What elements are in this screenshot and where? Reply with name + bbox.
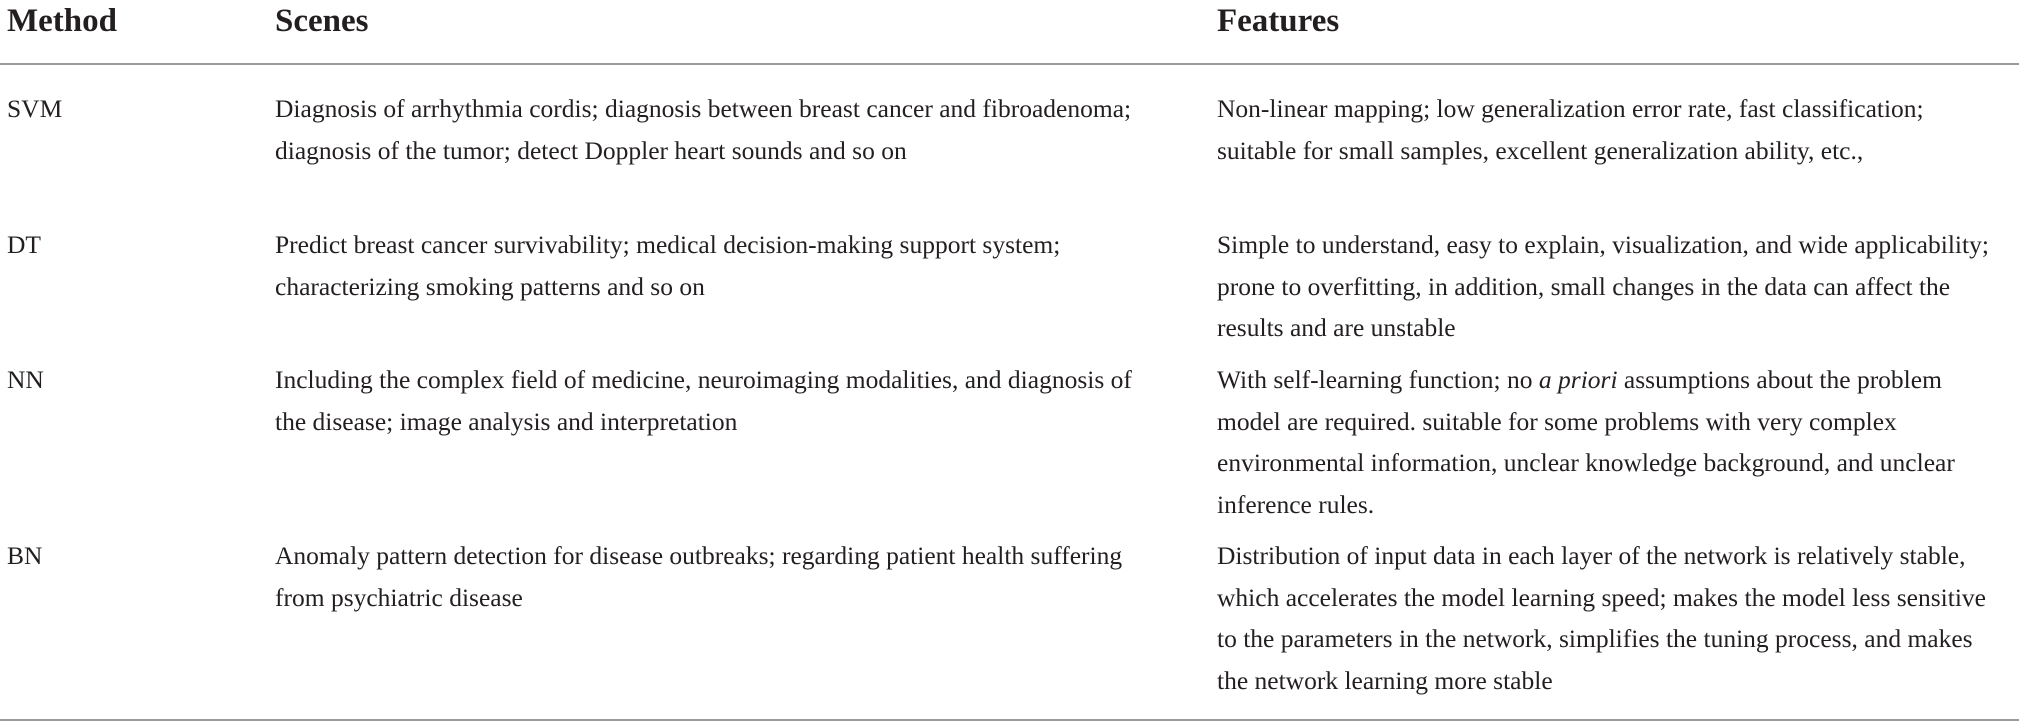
method-cell: NN: [7, 365, 44, 394]
features-cell: [1217, 359, 2007, 525]
table-bottom-rule: [0, 719, 2019, 721]
scenes-cell: Anomaly pattern detection for disease outbreaks; regarding patient health suffering from psychiatric disease: [275, 541, 1123, 612]
scenes-cell: Predict breast cancer survivability; medical decision-making support system; characterizing smoking patterns and so on: [275, 230, 1061, 301]
header-features: Features: [1217, 3, 1340, 39]
header-scenes: Scenes: [275, 3, 369, 39]
scenes-cell: Including the complex field of medicine, neuroimaging modalities, and diagnosis of the disease; image analysis and interpretation: [275, 365, 1132, 436]
header-method: Method: [7, 3, 117, 39]
features-cell: Non-linear mapping; low generalization error rate, fast classification; suitable for small samples, excellent generalization ability, etc.,: [1217, 94, 1924, 165]
features-cell: Distribution of input data in each layer of the network is relatively stable, which accelerates the model learning speed; makes the model less sensitive to the parameters in the network, simplifies the tuning process, and makes the network learning more stable: [1217, 541, 1986, 695]
features-text-start: With self-learning function; no: [1217, 365, 1539, 394]
table-header: [0, 0, 2019, 63]
features-cell: Simple to understand, easy to explain, visualization, and wide applicability; prone to overfitting, in addition, small changes in the data can affect the results and are unstable: [1217, 230, 1989, 342]
method-cell: SVM: [7, 94, 63, 123]
scenes-cell: Diagnosis of arrhythmia cordis; diagnosis between breast cancer and fibroadenoma; diagnosis of the tumor; detect Doppler heart sounds and so on: [275, 94, 1132, 165]
header-divider: [0, 63, 2019, 65]
method-cell: BN: [7, 541, 43, 570]
features-text-end: assumptions about the problem model are required. suitable for some problems with very complex environmental information, unclear knowledge background, and unclear inference rules.: [1217, 365, 1955, 519]
features-text-italic: a priori: [1538, 365, 1618, 394]
method-cell: DT: [7, 230, 41, 259]
